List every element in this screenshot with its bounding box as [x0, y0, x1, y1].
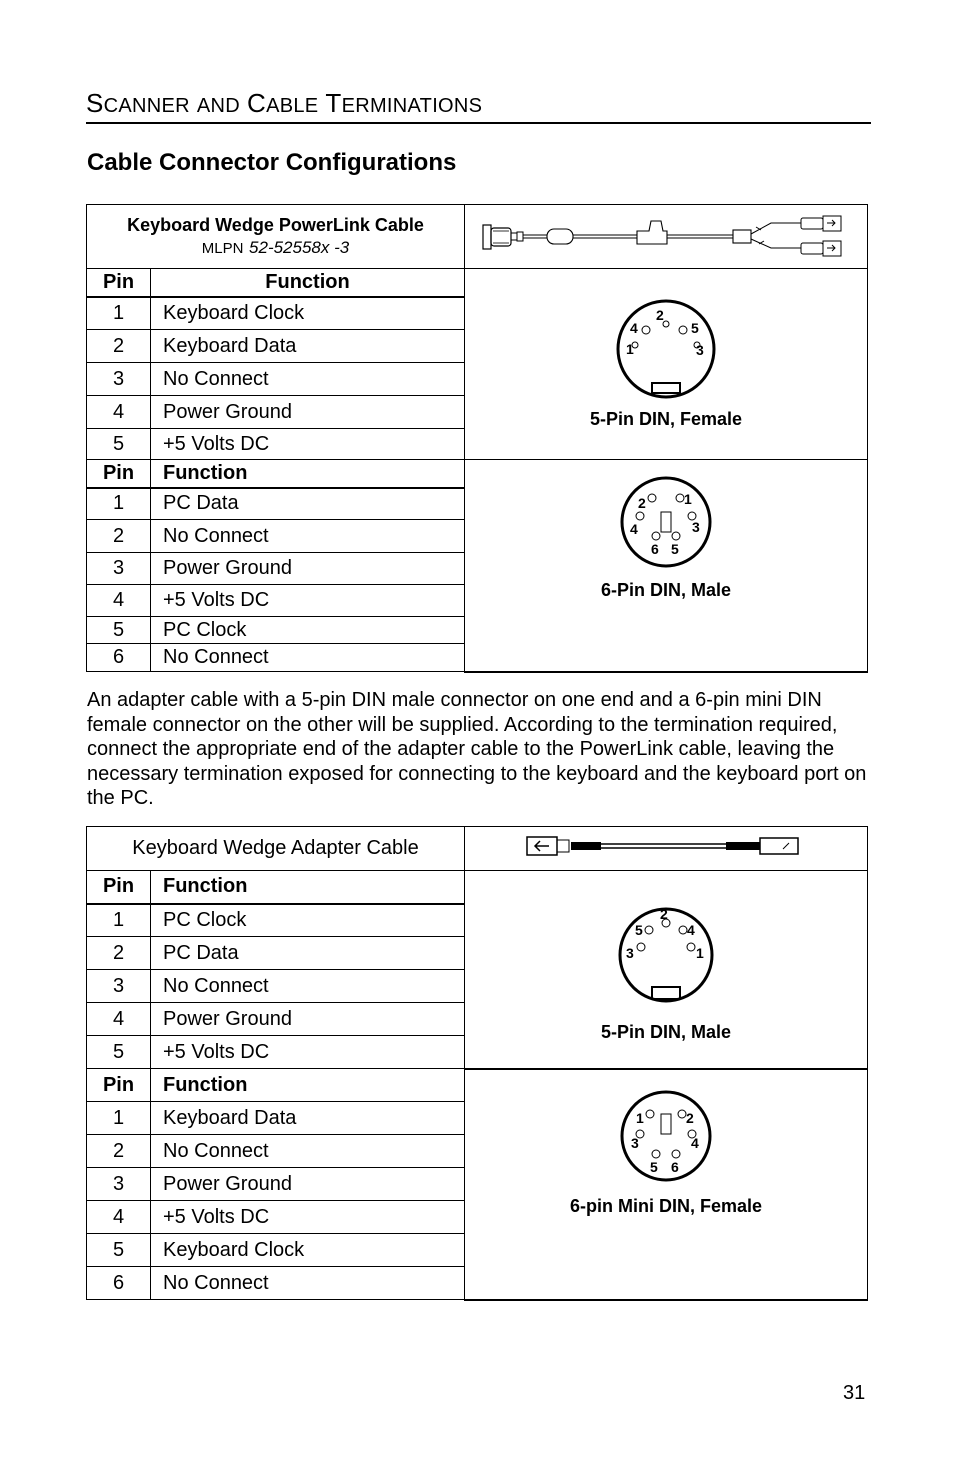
table-title-row [87, 827, 868, 871]
function-header: Function [151, 1069, 465, 1102]
function-cell: +5 Volts DC [151, 1036, 465, 1069]
function-cell: No Connect [151, 1267, 465, 1300]
function-cell: Keyboard Data [151, 330, 465, 363]
function-cell: PC Clock [151, 617, 465, 644]
section-title-initial: S [86, 88, 104, 118]
function-cell: PC Data [151, 937, 465, 970]
connector-label: 5-Pin DIN, Female [589, 409, 743, 429]
table-header-row [87, 269, 868, 297]
connector-diagram-cell [465, 460, 868, 672]
page-number: 31 [843, 1382, 866, 1404]
function-cell: PC Clock [151, 904, 465, 937]
pin-cell: 1 [87, 297, 151, 330]
pin-cell: 2 [87, 1135, 151, 1168]
pin-cell: 4 [87, 396, 151, 429]
pin-label: 1 [626, 341, 634, 357]
connector-diagram-cell [465, 871, 868, 1069]
pin-label: 3 [631, 1134, 639, 1151]
y-cable-icon [471, 209, 861, 259]
pin-label: 4 [687, 922, 695, 938]
function-cell: PC Data [151, 488, 465, 520]
pin-cell: 3 [87, 363, 151, 396]
table-header-row [87, 460, 868, 488]
pin-cell: 5 [87, 1234, 151, 1267]
section-title-initial: C [247, 88, 267, 118]
pin-cell: 1 [87, 1102, 151, 1135]
section-title-part: CANNER [103, 95, 190, 117]
pin-header: Pin [87, 871, 151, 904]
connector-label: 5-Pin DIN, Male [600, 1022, 732, 1042]
pin-cell: 3 [87, 553, 151, 585]
table-header-row [87, 1069, 868, 1102]
section-title-part: AND [196, 95, 241, 117]
pin-label: 3 [626, 945, 634, 961]
cable-image-cell [465, 827, 868, 871]
function-cell: Keyboard Data [151, 1102, 465, 1135]
pin-cell: 5 [87, 429, 151, 460]
function-cell: Keyboard Clock [151, 1234, 465, 1267]
function-cell: +5 Volts DC [151, 585, 465, 617]
section-title-part: ERMINATIONS [341, 95, 483, 117]
function-cell: No Connect [151, 970, 465, 1003]
pin-cell: 3 [87, 970, 151, 1003]
pin-label: 2 [686, 1109, 694, 1126]
pin-cell: 4 [87, 1003, 151, 1036]
body-paragraph: An adapter cable with a 5-pin DIN male connector on one end and a 6-pin mini DIN female connector on the other will be supplied. According to the termination required, connect the appropriate end of the adapter cable to the PowerLink cable, leaving the necessary termination exposed for connecting to the keyboard and the keyboard port on the PC. [87, 689, 867, 810]
function-cell: No Connect [151, 644, 465, 672]
pin-label: 4 [630, 320, 638, 336]
pin-cell: 6 [87, 644, 151, 672]
pin-label: 6 [671, 1158, 679, 1175]
table-header-row [87, 871, 868, 904]
pin-label: 3 [692, 519, 700, 535]
function-cell: Power Ground [151, 1003, 465, 1036]
pin-label: 5 [635, 922, 643, 938]
function-cell: +5 Volts DC [151, 1201, 465, 1234]
table-title-row [87, 205, 868, 269]
din6-male-connector-icon [616, 472, 716, 572]
pin-cell: 5 [87, 617, 151, 644]
section-header [86, 88, 871, 124]
pin-label: 1 [696, 945, 704, 961]
cable-title: Keyboard Wedge PowerLink Cable [127, 214, 424, 235]
pin-header: Pin [87, 460, 151, 488]
connector-diagram-cell [465, 1069, 868, 1300]
pin-cell: 1 [87, 904, 151, 937]
function-cell: No Connect [151, 1135, 465, 1168]
part-number: 52-52558x -3 [249, 237, 350, 257]
pin-label: 5 [671, 541, 679, 557]
adapter-cable-icon [521, 833, 811, 859]
pin-label: 3 [696, 342, 704, 358]
cable-title: Keyboard Wedge Adapter Cable [87, 827, 465, 871]
pin-cell: 6 [87, 1267, 151, 1300]
pin-header: Pin [87, 1069, 151, 1102]
connector-label: 6-pin Mini DIN, Female [569, 1195, 763, 1216]
pin-cell: 4 [87, 585, 151, 617]
connector-label: 6-Pin DIN, Male [600, 580, 732, 600]
function-cell: No Connect [151, 520, 465, 553]
function-cell: Power Ground [151, 396, 465, 429]
pin-label: 1 [684, 491, 692, 507]
function-header: Function [151, 871, 465, 904]
mini-din6-female-connector-icon [616, 1086, 716, 1186]
adapter-cable-table [86, 826, 868, 1301]
pin-cell: 1 [87, 488, 151, 520]
powerlink-cable-table [86, 204, 868, 673]
function-cell: No Connect [151, 363, 465, 396]
pin-label: 1 [636, 1109, 644, 1126]
pin-cell: 2 [87, 937, 151, 970]
cable-image-cell [465, 205, 868, 269]
function-header: Function [151, 269, 465, 297]
pin-cell: 3 [87, 1168, 151, 1201]
pin-label: 2 [638, 495, 646, 511]
function-cell: Keyboard Clock [151, 297, 465, 330]
pin-label: 4 [691, 1134, 699, 1151]
pin-label: 2 [656, 307, 664, 323]
pin-label: 5 [691, 320, 699, 336]
table-title-cell [87, 205, 465, 269]
function-cell: Power Ground [151, 1168, 465, 1201]
connector-diagram-cell [465, 269, 868, 460]
page-title: Cable Connector Configurations [87, 149, 457, 176]
din5-male-connector-icon [611, 903, 721, 1008]
pin-cell: 2 [87, 330, 151, 363]
section-title [86, 88, 483, 118]
pin-label: 5 [650, 1158, 658, 1175]
din5-female-connector-icon [606, 293, 726, 405]
function-cell: +5 Volts DC [151, 429, 465, 460]
pin-label: 4 [630, 521, 638, 537]
mlpn-label: MLPN [201, 239, 244, 257]
section-title-part: ABLE [266, 95, 319, 117]
pin-label: 6 [651, 541, 659, 557]
function-header: Function [151, 460, 465, 488]
pin-label: 2 [660, 906, 668, 922]
pin-cell: 5 [87, 1036, 151, 1069]
pin-cell: 4 [87, 1201, 151, 1234]
pin-cell: 2 [87, 520, 151, 553]
section-title-initial: T [325, 88, 342, 118]
function-cell: Power Ground [151, 553, 465, 585]
pin-header: Pin [87, 269, 151, 297]
